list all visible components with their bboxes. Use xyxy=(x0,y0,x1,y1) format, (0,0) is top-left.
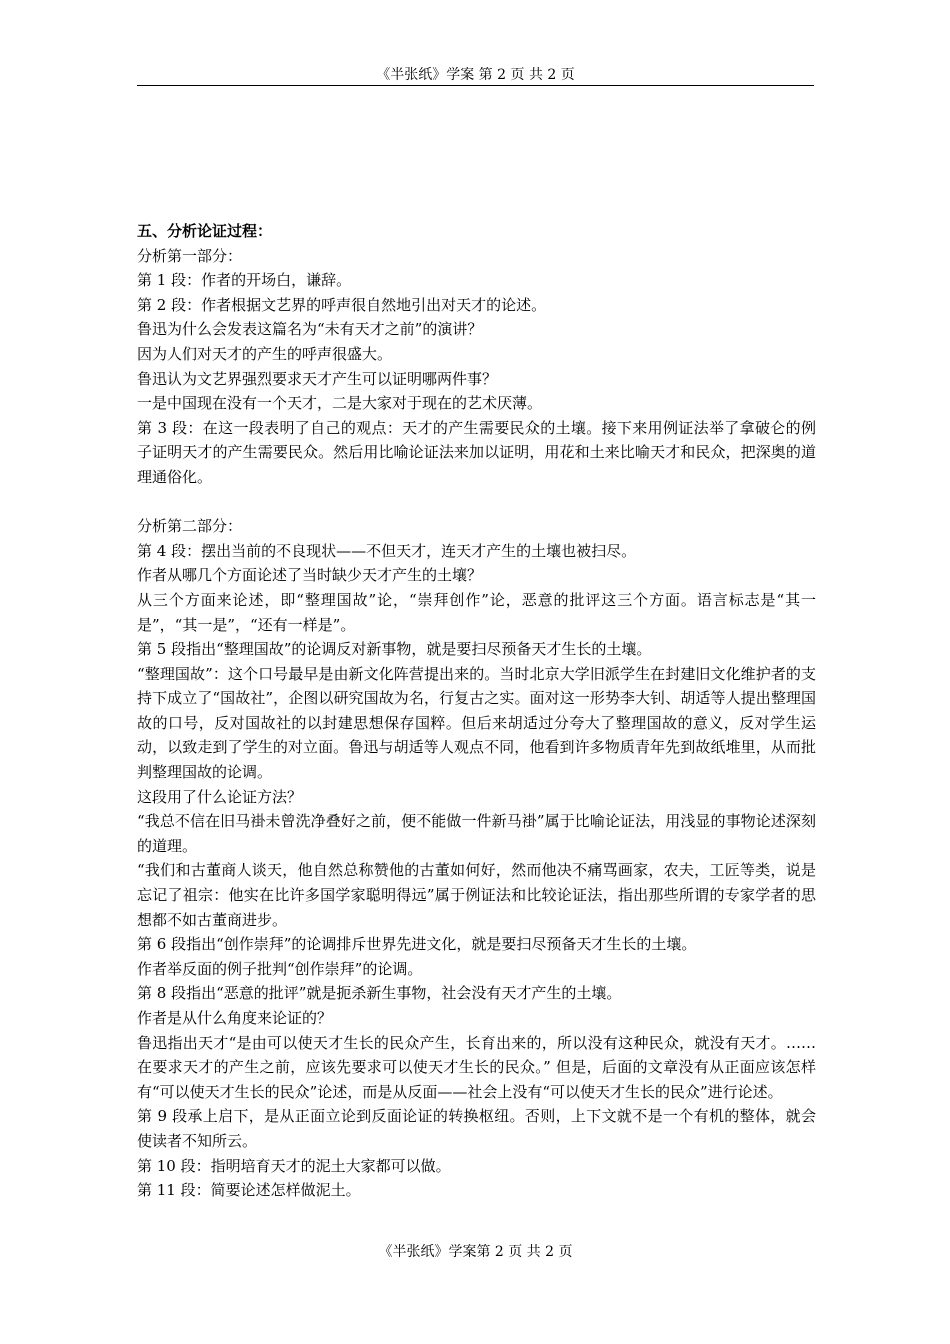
paragraph: 第 1 段：作者的开场白，谦辞。 xyxy=(137,271,352,290)
paragraph: “我们和古董商人谈天，他自然总称赞他的古董如何好，然而他决不痛骂画家，农夫，工匠等类，说是忘记了祖宗：他实在比许多国学家聪明得远”属于例证法和比较论证法，指出那些所谓的专家学者的思想都不如古董商进步。 xyxy=(137,861,816,929)
paragraph: 鲁迅为什么会发表这篇名为“未有天才之前”的演讲？ xyxy=(137,320,483,339)
paragraph: “整理国故”：这个口号最早是由新文化阵营提出来的。当时北京大学旧派学生在封建旧文化维护者的支持下成立了“国故社”，企图以研究国故为名，行复古之实。面对这一形势李大钊、胡适等人提出整理国故的口号，反对国故社的以封建思想保存国粹。但后来胡适过分夸大了整理国故的意义，反对学生运动，以致走到了学生的对立面。鲁迅与胡适等人观点不同，他看到许多物质青年先到故纸堆里，从而批判整理国故的论调。 xyxy=(137,664,816,782)
paragraph: 分析第二部分： xyxy=(137,517,243,536)
paragraph: 鲁迅认为文艺界强烈要求天才产生可以证明哪两件事？ xyxy=(137,369,498,388)
header-rule xyxy=(137,85,814,86)
paragraph: 第 2 段：作者根据文艺界的呼声很自然地引出对天才的论述。 xyxy=(137,295,547,314)
paragraph: 第 6 段指出“创作崇拜”的论调排斥世界先进文化，就是要扫尽预备天才生长的土壤。 xyxy=(137,935,697,954)
paragraph: 第 4 段：摆出当前的不良现状——不但天才，连天才产生的土壤也被扫尽。 xyxy=(137,541,637,560)
page-footer: 《半张纸》学案第 2 页 共 2 页 xyxy=(378,1244,573,1260)
document-body xyxy=(137,219,816,1203)
page-header: 《半张纸》学案 第 2 页 共 2 页 xyxy=(376,67,575,83)
blank-line xyxy=(137,490,816,515)
paragraph: 作者举反面的例子批判“创作崇拜”的论调。 xyxy=(137,959,423,978)
section-heading: 五、分析论证过程： xyxy=(137,222,273,240)
paragraph: 第 8 段指出“恶意的批评”就是扼杀新生事物，社会没有天才产生的土壤。 xyxy=(137,984,622,1003)
paragraph: 分析第一部分： xyxy=(137,246,243,265)
paragraph: 第 9 段承上启下，是从正面立论到反面论证的转换枢纽。否则，上下文就不是一个有机的整体，就会使读者不知所云。 xyxy=(137,1107,816,1150)
paragraph: 一是中国现在没有一个天才，二是大家对于现在的艺术厌薄。 xyxy=(137,394,543,413)
paragraph: 作者从哪几个方面论述了当时缺少天才产生的土壤？ xyxy=(137,566,483,585)
paragraph: 第 3 段：在这一段表明了自己的观点：天才的产生需要民众的土壤。接下来用例证法举了拿破仑的例子证明天才的产生需要民众。然后用比喻论证法来加以证明，用花和土来比喻天才和民众，把深奥的道理通俗化。 xyxy=(137,418,816,486)
paragraph: 第 5 段指出“整理国故”的论调反对新事物，就是要扫尽预备天才生长的土壤。 xyxy=(137,640,652,659)
paragraph: 鲁迅指出天才“是由可以使天才生长的民众产生，长育出来的，所以没有这种民众，就没有天才。……在要求天才的产生之前，应该先要求可以使天才生长的民众。” 但是，后面的文章没有从正面应该怎样有“可以使天才生长的民众”论述，而是从反面——社会上没有“可以使天才生长的民众”进行论述。 xyxy=(137,1033,816,1101)
paragraph: 从三个方面来论述，即“整理国故”论，“崇拜创作”论，恶意的批评这三个方面。语言标志是“其一是”，“其一是”，“还有一样是”。 xyxy=(137,590,816,634)
paragraph: 第 11 段：简要论述怎样做泥土。 xyxy=(137,1181,361,1200)
paragraph: 作者是从什么角度来论证的？ xyxy=(137,1009,333,1027)
paragraph: 这段用了什么论证方法？ xyxy=(137,787,303,806)
paragraph: “我总不信在旧马褂未曾洗净叠好之前，便不能做一件新马褂”属于比喻论证法，用浅显的事物论述深刻的道理。 xyxy=(137,812,816,855)
paragraph: 第 10 段：指明培育天才的泥土大家都可以做。 xyxy=(137,1156,451,1175)
paragraph: 因为人们对天才的产生的呼声很盛大。 xyxy=(137,344,393,363)
